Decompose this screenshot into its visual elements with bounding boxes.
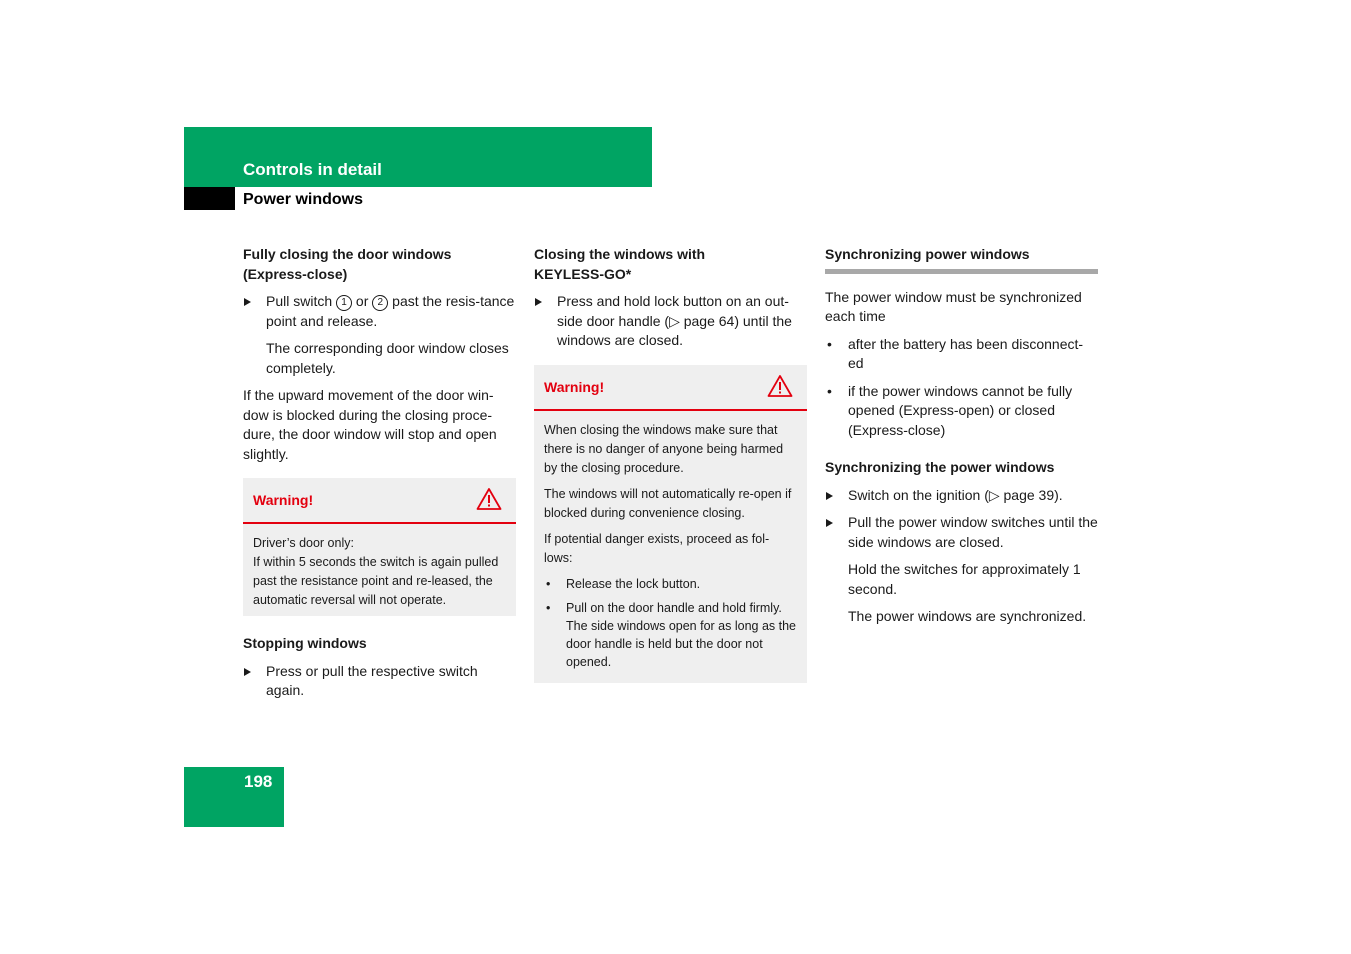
page-number: 198 — [244, 772, 273, 791]
bullet-icon: • — [827, 335, 832, 352]
step-press-hold-lock: Press and hold lock button on an out-side door handle (▷ page 64) until the windows are closed. — [534, 292, 807, 351]
sync-procedure-heading: Synchronizing the power windows — [825, 459, 1055, 475]
synchronizing-heading: Synchronizing power windows — [825, 245, 1098, 274]
step-pull-switches: Pull the power window switches until the side windows are closed. — [825, 513, 1098, 552]
sync-intro: The power window must be synchronized each time — [825, 288, 1082, 324]
warning-body: When closing the windows make sure that there is no danger of anyone being harmed by the closing procedure. The windows will not automatically re-open if blocked during convenience closing. If potential danger exists, proceed as fol-lows: • Release the lock button. • Pull on the door handle and hold firmly. The side windows open for as long as the door handle is held but the door not opened. — [544, 422, 796, 669]
warning-title: Warning! — [253, 492, 314, 508]
step-result: The power windows are synchronized. — [848, 608, 1087, 624]
warning-header — [534, 365, 807, 411]
bullet-icon: • — [546, 600, 551, 615]
list-item: • Pull on the door handle and hold firmly. The side windows open for as long as the door handle is held but the door not opened. — [546, 600, 796, 669]
warning-box-keyless — [534, 365, 807, 683]
list-item: • if the power windows cannot be fully opened (Express-open) or closed (Express-close) — [827, 382, 1073, 438]
column-1 — [243, 245, 516, 709]
arrow-right-icon — [826, 519, 833, 527]
arrow-right-icon — [244, 668, 251, 676]
keyless-go-heading: Closing the windows with KEYLESS-GO* — [534, 246, 706, 282]
section-title: Power windows — [243, 191, 364, 208]
section-marker — [184, 187, 235, 210]
column-3 — [825, 245, 1098, 635]
step-result: The corresponding door window closes completely. — [266, 340, 509, 376]
stopping-windows-heading: Stopping windows — [243, 635, 367, 651]
arrow-right-icon — [826, 492, 833, 500]
switch-2-marker: 2 — [372, 295, 388, 311]
column-2 — [534, 245, 807, 701]
arrow-right-icon — [535, 298, 542, 306]
warning-header — [243, 478, 516, 524]
blocked-paragraph: If the upward movement of the door win-dow is blocked during the closing proce-dure, the door window will stop and open slightly. — [243, 387, 497, 462]
warning-title: Warning! — [544, 378, 605, 395]
warning-body: Driver’s door only: If within 5 seconds the switch is again pulled past the resistance point and re-leased, the automatic reversal will not operate. — [253, 536, 499, 607]
arrow-right-icon — [244, 298, 251, 306]
switch-1-marker: 1 — [336, 295, 352, 311]
step-note: Hold the switches for approximately 1 second. — [848, 561, 1081, 597]
warning-triangle-icon — [767, 374, 793, 404]
step-ignition: Switch on the ignition (▷ page 39). — [825, 486, 1098, 506]
step-pull-switch: Pull switch 1 or 2 past the resis-tance point and release. — [243, 292, 516, 331]
step-press-pull: Press or pull the respective switch again. — [243, 662, 516, 701]
warning-box-driver — [243, 478, 516, 616]
bullet-icon: • — [827, 382, 832, 399]
list-item: • after the battery has been disconnect-ed — [827, 335, 1084, 371]
bullet-icon: • — [546, 576, 551, 591]
list-item: • Release the lock button. — [546, 576, 701, 591]
express-close-heading: Fully closing the door windows (Express-close) — [243, 246, 452, 282]
chapter-title: Controls in detail — [243, 160, 382, 179]
warning-triangle-icon — [476, 487, 502, 517]
